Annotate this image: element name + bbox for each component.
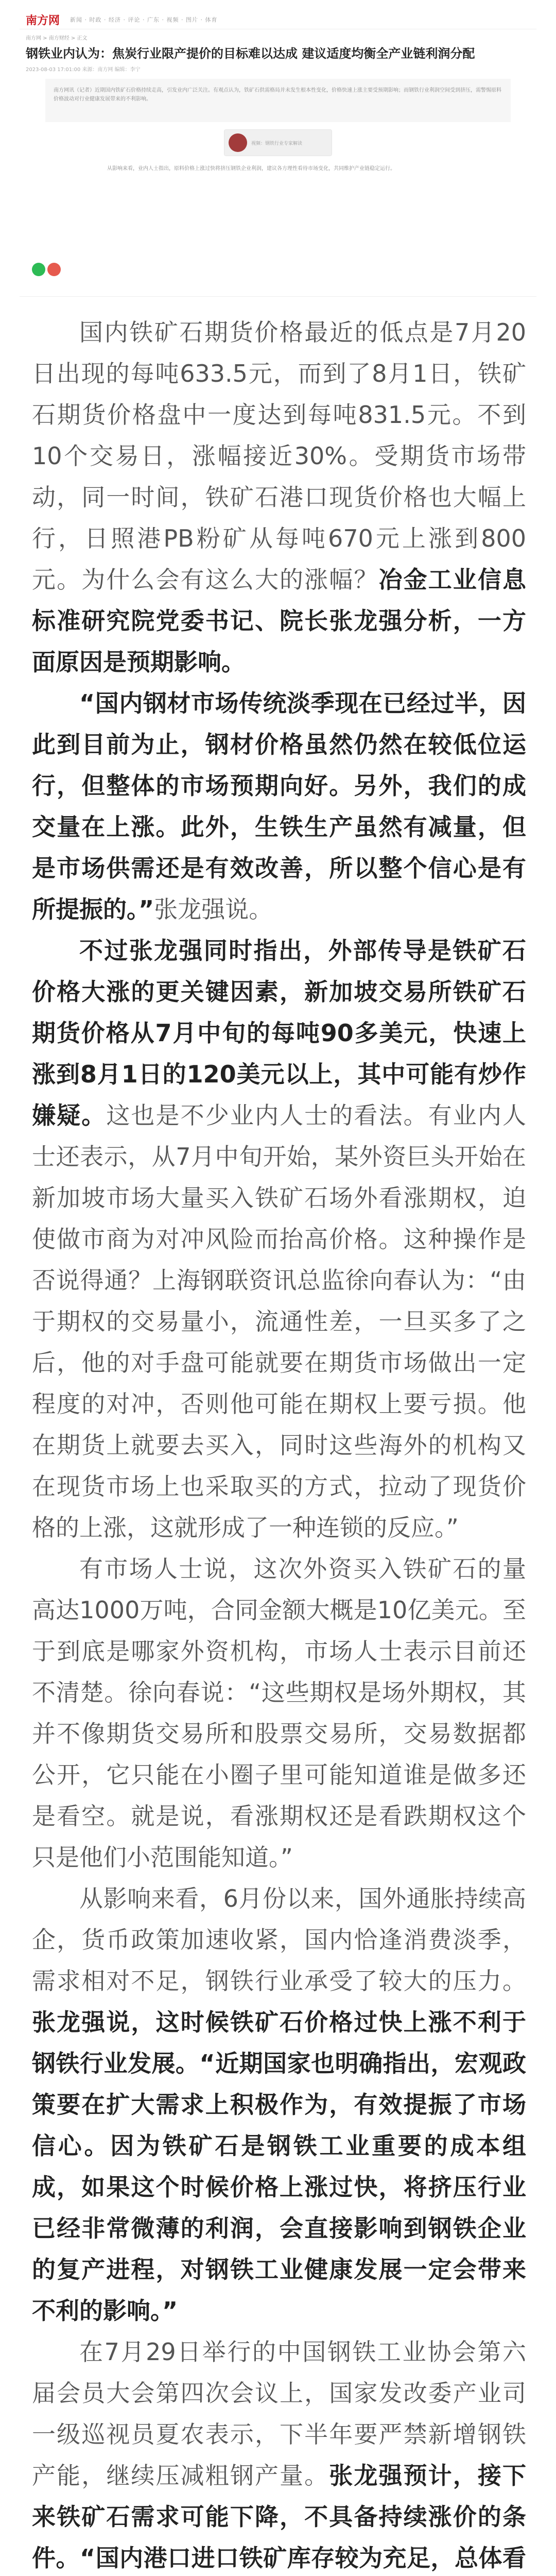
- paragraph-3: [32, 930, 526, 1548]
- paragraph-6-bold: 张龙强预计，接下来铁矿石需求可能下降，不具备持续涨价的条件。“国内港口进口铁矿库存较为充足，总体看: [32, 2462, 527, 2572]
- paragraph-6-text: 在7月29日举行的中国钢铁工业协会第六届会员大会第四次会议上，国家发改委产业司一级巡视员夏农表示，下半年要严禁新增钢铁产能，继续压减粗钢产量。: [32, 2338, 526, 2489]
- share-icons: [32, 263, 61, 276]
- paragraph-2: [32, 683, 526, 930]
- paragraph-5-bold: 张龙强说，这时候铁矿石价格过快上涨不利于钢铁行业发展。“近期国家也明确指出，宏观政策要在扩大需求上积极作为，有效提振了市场信心。因为铁矿石是钢铁工业重要的成本组成，如果这个时候价格上涨过快，将挤压行业已经非常微薄的利润，会直接影响到钢铁企业的复产进程，对钢铁工业健康发展一定会带来不利的影响。”: [32, 2008, 526, 2325]
- video-caption: 视频：钢铁行业专家解读: [251, 141, 303, 146]
- wechat-share-icon: [32, 263, 45, 276]
- article-snippet: 从影响来看，业内人士指出，原料价格上涨过快将挤压钢铁企业利润，建议各方理性看待市场变化，共同维护产业链稳定运行。: [107, 166, 395, 172]
- video-thumbnail: [229, 133, 247, 152]
- paragraph-4: [32, 1548, 526, 1878]
- paragraph-5-text: 从影响来看，6月份以来，国外通胀持续高企，货币政策加速收紧，国内恰逢消费淡季，需求相对不足，钢铁行业承受了较大的压力。: [32, 1885, 526, 1995]
- paragraph-3-text: 这也是不少业内人士的看法。有业内人士还表示，从7月中旬开始，某外资巨头开始在新加坡市场大量买入铁矿石场外看涨期权，迫使做市商为对冲风险而抬高价格。这种操作是否说得通？上海钢联资讯总监徐向春认为：“由于期权的交易量小，流通性差，一旦买多了之后，他的对手盘可能就要在期货市场做出一定程度的对冲，否则他可能在期权上要亏损。他在期货上就要去买入，同时这些海外的机构又在现货市场上也采取买的方式，拉动了现货价格的上涨，这就形成了一种连锁的反应。”: [32, 1101, 527, 1541]
- site-header: [20, 10, 536, 29]
- video-card: [224, 129, 332, 156]
- breadcrumb: 南方网 > 南方财经 > 正文: [26, 36, 88, 41]
- site-nav: 新闻 · 时政 · 经济 · 评论 · 广东 · 视频 · 图片 · 体育: [70, 16, 218, 23]
- paragraph-5: [32, 1878, 526, 2331]
- paragraph-4-text: 有市场人士说，这次外资买入铁矿石的量高达1000万吨，合同金额大概是10亿美元。至于到底是哪家外资机构，市场人士表示目前还不清楚。徐向春说：“这些期权是场外期权，其并不像期货交易所和股票交易所，交易数据都公开，它只能在小圈子里可能知道谁是做多还是看空。就是说，看涨期权还是看跌期权这个只是他们小范围能知道。”: [32, 1555, 526, 1871]
- article-meta: 2023-08-03 17:01:00 来源：南方网 编辑：李宁: [26, 67, 141, 73]
- paragraph-2-text: 张龙强说。: [154, 895, 273, 923]
- page-title: 钢铁业内认为：焦炭行业限产提价的目标难以达成 建议适度均衡全产业链利润分配: [26, 46, 475, 61]
- paragraph-1: [32, 312, 526, 683]
- weibo-share-icon: [47, 263, 61, 276]
- paragraph-6: [32, 2331, 526, 2576]
- paragraph-1-text: 国内铁矿石期货价格最近的低点是7月20日出现的每吨633.5元，而到了8月1日，铁矿石期货价格盘中一度达到每吨831.5元。不到10个交易日，涨幅接近30%。受期货市场带动，同一时间，铁矿石港口现货价格也大幅上行，日照港PB粉矿从每吨670元上涨到800元。为什么会有这么大的涨幅？: [32, 318, 526, 594]
- paragraph-3-bold: 不过张龙强同时指出，外部传导是铁矿石价格大涨的更关键因素，新加坡交易所铁矿石期货价格从7月中旬的每吨90多美元，快速上涨到8月1日的120美元以上，其中可能有炒作嫌疑。: [32, 937, 526, 1129]
- article-lead: 南方网讯（记者）近期国内铁矿石价格持续走高，引发业内广泛关注。有观点认为，铁矿石供需格局并未发生根本性变化，价格快速上涨主要受预期影响；而钢铁行业利润空间受到挤压，需警惕原料价格波动对行业健康发展带来的不利影响。: [45, 79, 511, 122]
- paragraph-1-bold: 冶金工业信息标准研究院党委书记、院长张龙强分析，一方面原因是预期影响。: [32, 566, 527, 676]
- embedded-webpage-screenshot: [20, 10, 536, 297]
- site-logo: 南方网: [26, 13, 60, 27]
- article-body: [32, 312, 526, 2576]
- paragraph-2-quote: “国内钢材市场传统淡季现在已经过半，因此到目前为止，钢材价格虽然仍然在较低位运行，但整体的市场预期向好。另外，我们的成交量在上涨。此外，生铁生产虽然有减量，但是市场供需还是有效改善，所以整个信心是有所提振的。”: [32, 689, 526, 923]
